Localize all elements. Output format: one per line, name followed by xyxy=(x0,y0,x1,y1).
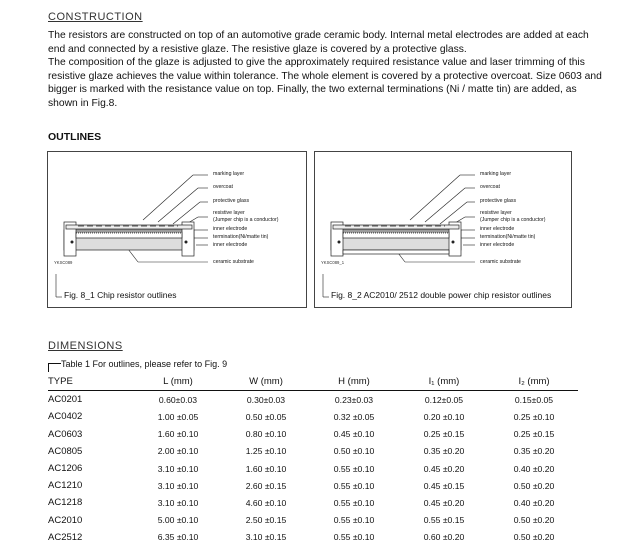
cell-l2: 0.40 ±0.20 xyxy=(513,463,555,474)
label-termination: termination(Ni/matte tin) xyxy=(480,234,536,240)
cell-l2: 0.50 ±0.20 xyxy=(513,532,555,543)
cell-l1: 0.12±0.05 xyxy=(424,394,464,405)
label-inner-electrode-2: inner electrode xyxy=(213,242,248,248)
cell-l2: 0.25 ±0.10 xyxy=(513,411,555,422)
cell-h: 0.32 ±0.05 xyxy=(333,411,375,422)
cell-l: 5.00 ±0.10 xyxy=(157,515,199,526)
cell-l: 1.00 ±0.05 xyxy=(157,411,199,422)
figure-8-2 xyxy=(314,151,572,308)
figure-caption: Fig. 8_1 Chip resistor outlines xyxy=(64,290,177,300)
cell-type: AC2512 xyxy=(48,531,83,543)
label-overcoat: overcoat xyxy=(480,184,500,190)
table-caption-bracket xyxy=(48,363,61,372)
cell-type: AC1218 xyxy=(48,497,83,509)
cell-l: 1.60 ±0.10 xyxy=(157,429,199,440)
cell-w: 0.50 ±0.05 xyxy=(245,411,287,422)
label-overcoat: overcoat xyxy=(213,184,233,190)
label-inner-electrode: inner electrode xyxy=(480,226,515,232)
header-l2: I₂ (mm) xyxy=(518,376,550,388)
table-row xyxy=(48,494,578,511)
table-row xyxy=(48,529,578,546)
label-termination: termination(Ni/matte tin) xyxy=(213,234,269,240)
cell-l1: 0.45 ±0.15 xyxy=(423,480,465,491)
cell-h: 0.55 ±0.10 xyxy=(333,515,375,526)
table-row xyxy=(48,460,578,477)
header-w: W (mm) xyxy=(249,376,283,388)
cell-w: 3.10 ±0.15 xyxy=(245,532,287,543)
cell-h: 0.55 ±0.10 xyxy=(333,497,375,508)
cell-h: 0.50 ±0.10 xyxy=(333,446,375,457)
cell-type: AC0201 xyxy=(48,394,83,406)
cell-h: 0.55 ±0.10 xyxy=(333,463,375,474)
cell-l: 0.60±0.03 xyxy=(158,394,198,405)
construction-paragraph-1: The resistors are constructed on top of an automotive grade ceramic body. Internal metal electrodes are added at each end and connected by a resistive glaze. The resistive glaze is covered by a protective glass. xyxy=(48,30,589,55)
cell-l2: 0.50 ±0.20 xyxy=(513,515,555,526)
cell-type: AC1206 xyxy=(48,463,83,475)
table-header-row xyxy=(48,373,578,391)
chip-resistor-drawing xyxy=(48,152,306,307)
cell-l2: 0.15±0.05 xyxy=(514,394,554,405)
cell-h: 0.45 ±0.10 xyxy=(333,429,375,440)
label-inner-electrode-2: inner electrode xyxy=(480,242,515,248)
cell-l: 6.35 ±0.10 xyxy=(157,532,199,543)
cell-w: 2.50 ±0.15 xyxy=(245,515,287,526)
cell-w: 0.80 ±0.10 xyxy=(245,429,287,440)
cell-w: 1.60 ±0.10 xyxy=(245,463,287,474)
cell-l1: 0.25 ±0.15 xyxy=(423,429,465,440)
cell-l1: 0.60 ±0.20 xyxy=(423,532,465,543)
cell-l2: 0.50 ±0.20 xyxy=(513,480,555,491)
label-marking-layer: marking layer xyxy=(213,171,245,177)
cell-l1: 0.20 ±0.10 xyxy=(423,411,465,422)
cell-l1: 0.45 ±0.20 xyxy=(423,463,465,474)
cell-l: 2.00 ±0.10 xyxy=(157,446,199,457)
header-l: L (mm) xyxy=(163,376,193,388)
figure-caption: Fig. 8_2 AC2010/ 2512 double power chip resistor outlines xyxy=(331,290,552,300)
cell-type: AC0402 xyxy=(48,411,83,423)
outlines-title: OUTLINES xyxy=(48,131,102,143)
label-ceramic-substrate: ceramic substrate xyxy=(480,259,521,265)
label-inner-electrode: inner electrode xyxy=(213,226,248,232)
dimensions-table xyxy=(48,373,578,546)
table-row xyxy=(48,426,578,443)
table-caption: Table 1 For outlines, please refer to Fig. 9 xyxy=(61,359,228,369)
figure-8-1 xyxy=(47,151,307,308)
dimensions-title: DIMENSIONS xyxy=(48,340,123,352)
cell-type: AC0603 xyxy=(48,428,83,440)
cell-w: 2.60 ±0.15 xyxy=(245,480,287,491)
cell-l1: 0.35 ±0.20 xyxy=(423,446,465,457)
construction-title: CONSTRUCTION xyxy=(48,11,143,23)
label-resistive-layer: resistive layer xyxy=(213,210,245,216)
cell-l2: 0.40 ±0.20 xyxy=(513,497,555,508)
label-jumper-note: (Jumper chip is a conductor) xyxy=(213,217,279,223)
cell-l2: 0.25 ±0.15 xyxy=(513,429,555,440)
cell-h: 0.23±0.03 xyxy=(334,394,374,405)
construction-paragraph-2: The composition of the glaze is adjusted to give the approximately required resistance value and laser trimming of this resistive glaze achieves the value within tolerance. The whole element is covered by a protective overcoat. Size 0603 and bigger is marked with the resistance value on top. Finally, the two external terminations (Ni / matte tin) are added, as shown in Fig.8. xyxy=(48,57,602,109)
label-protective-glass: protective glass xyxy=(480,198,517,204)
cell-w: 0.30±0.03 xyxy=(246,394,286,405)
cell-l2: 0.35 ±0.20 xyxy=(513,446,555,457)
figure-code: YKSC089 xyxy=(54,260,73,265)
label-protective-glass: protective glass xyxy=(213,198,250,204)
cell-h: 0.55 ±0.10 xyxy=(333,480,375,491)
cell-type: AC0805 xyxy=(48,445,83,457)
cell-l1: 0.55 ±0.15 xyxy=(423,515,465,526)
header-type: TYPE xyxy=(48,376,73,388)
cell-l: 3.10 ±0.10 xyxy=(157,480,199,491)
cell-type: AC2010 xyxy=(48,514,83,526)
double-power-chip-drawing xyxy=(315,152,571,307)
label-marking-layer: marking layer xyxy=(480,171,512,177)
table-row xyxy=(48,408,578,425)
cell-w: 1.25 ±0.10 xyxy=(245,446,287,457)
header-l1: I₁ (mm) xyxy=(428,376,460,388)
label-resistive-layer: resistive layer xyxy=(480,210,512,216)
figure-code: YKSC089_1 xyxy=(321,260,345,265)
table-row xyxy=(48,477,578,494)
cell-w: 4.60 ±0.10 xyxy=(245,497,287,508)
cell-l: 3.10 ±0.10 xyxy=(157,463,199,474)
label-jumper-note: (Jumper chip is a conductor) xyxy=(480,217,546,223)
cell-l1: 0.45 ±0.20 xyxy=(423,497,465,508)
cell-h: 0.55 ±0.10 xyxy=(333,532,375,543)
dimensions-table-wrap xyxy=(48,373,578,546)
label-ceramic-substrate: ceramic substrate xyxy=(213,259,254,265)
table-row xyxy=(48,443,578,460)
table-row xyxy=(48,391,578,409)
cell-type: AC1210 xyxy=(48,480,83,492)
table-row xyxy=(48,512,578,529)
header-h: H (mm) xyxy=(338,376,370,388)
construction-text xyxy=(48,29,604,111)
cell-l: 3.10 ±0.10 xyxy=(157,497,199,508)
